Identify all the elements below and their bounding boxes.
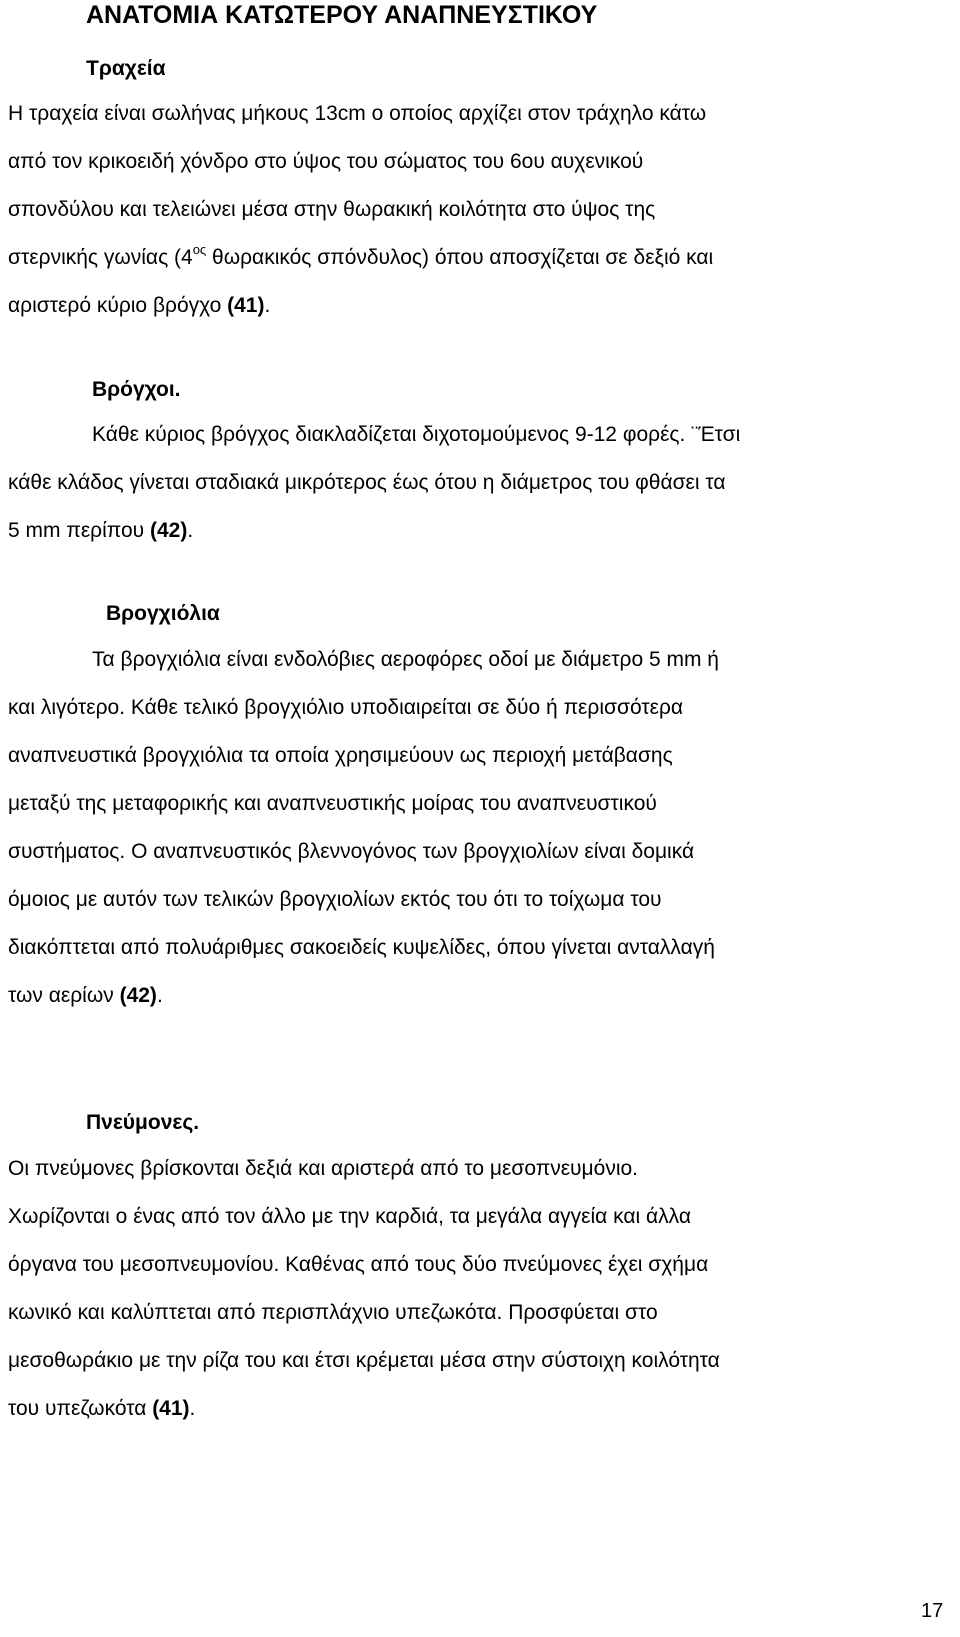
text-run: . (187, 519, 194, 542)
paragraph-line: σπονδύλου και τελειώνει μέσα στην θωρακική κοιλότητα στο ύψος της (8, 198, 656, 221)
paragraph-line (8, 518, 193, 544)
paragraph-line: κάθε κλάδος γίνεται σταδιακά μικρότερος έως ότου η διάμετρος του φθάσει τα (8, 471, 726, 494)
text-run: θωρακικός σπόνδυλος) όπου αποσχίζεται σε δεξιό και (206, 246, 714, 269)
text-run: . (156, 984, 163, 1007)
paragraph-line: και λιγότερο. Κάθε τελικό βρογχιόλιο υποδιαιρείται σε δύο ή περισσότερα (8, 696, 684, 719)
text-run: των αερίων (8, 984, 120, 1007)
citation: (42) (119, 984, 157, 1007)
paragraph-line: όμοιος με αυτόν των τελικών βρογχιολίων εκτός του ότι το τοίχωμα του (8, 888, 662, 911)
page-title: ΑΝΑΤΟΜΙΑ ΚΑΤΩΤΕΡΟΥ ΑΝΑΠΝΕΥΣΤΙΚΟΥ (86, 1, 598, 29)
paragraph-line: από τον κρικοειδή χόνδρο στο ύψος του σώματος του 6ου αυχενικού (8, 150, 644, 173)
paragraph-line: όργανα του μεσοπνευμονίου. Καθένας από τους δύο πνεύμονες έχει σχήμα (8, 1253, 709, 1276)
paragraph-line: Τα βρογχιόλια είναι ενδολόβιες αεροφόρες οδοί με διάμετρο 5 mm ή (92, 648, 719, 671)
citation: (42) (150, 519, 188, 542)
text-run: στερνικής γωνίας (4 (8, 246, 193, 269)
text-run: του υπεζωκότα (8, 1397, 153, 1420)
paragraph-line (8, 1396, 195, 1422)
superscript: ος (192, 242, 207, 257)
paragraph-line: Οι πνεύμονες βρίσκονται δεξιά και αριστερά από το μεσοπνευμόνιο. (8, 1157, 638, 1180)
paragraph-line: μεσοθωράκιο με την ρίζα του και έτσι κρέμεται μέσα στην σύστοιχη κοιλότητα (8, 1349, 720, 1372)
section-heading-lungs: Πνεύμονες. (86, 1111, 200, 1134)
citation: (41) (152, 1397, 190, 1420)
paragraph-line: κωνικό και καλύπτεται από περισπλάχνιο υπεζωκότα. Προσφύεται στο (8, 1301, 658, 1324)
paragraph-line (8, 242, 714, 271)
section-heading-bronchi: Βρόγχοι. (92, 378, 181, 401)
citation: (41) (227, 294, 265, 317)
text-run: αριστερό κύριο βρόγχο (8, 294, 228, 317)
section-heading-trachea: Τραχεία (86, 57, 166, 80)
paragraph-line (8, 983, 163, 1009)
paragraph-line: συστήματος. Ο αναπνευστικός βλεννογόνος των βρογχιολίων είναι δομικά (8, 840, 695, 863)
paragraph-line: Η τραχεία είναι σωλήνας μήκους 13cm ο οποίος αρχίζει στον τράχηλο κάτω (8, 102, 707, 125)
paragraph-line: διακόπτεται από πολυάριθμες σακοειδείς κυψελίδες, όπου γίνεται ανταλλαγή (8, 936, 715, 959)
paragraph-line: Κάθε κύριος βρόγχος διακλαδίζεται διχοτομούμενος 9-12 φορές. ¨Έτσι (92, 423, 741, 446)
page-number: 17 (921, 1600, 944, 1622)
text-run: . (264, 294, 271, 317)
paragraph-line: μεταξύ της μεταφορικής και αναπνευστικής μοίρας του αναπνευστικού (8, 792, 657, 815)
section-heading-bronchioles: Βρογχιόλια (106, 602, 220, 625)
text-run: 5 mm περίπου (8, 519, 150, 542)
paragraph-line: αναπνευστικά βρογχιόλια τα οποία χρησιμεύουν ως περιοχή μετάβασης (8, 744, 673, 767)
paragraph-line: Χωρίζονται ο ένας από τον άλλο με την καρδιά, τα μεγάλα αγγεία και άλλα (8, 1205, 691, 1228)
text-run: . (189, 1397, 196, 1420)
paragraph-line (8, 293, 270, 319)
